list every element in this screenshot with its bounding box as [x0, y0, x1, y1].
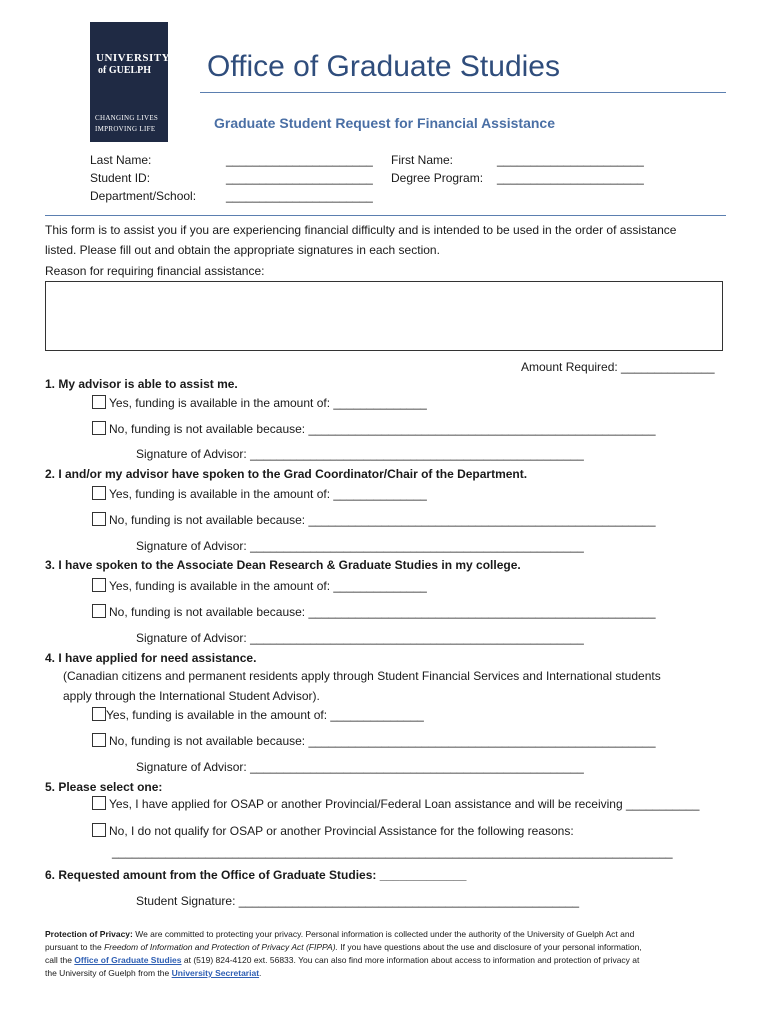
privacy-text-3b: at (519) 824-4120 ext. 56833. You can also find more information about access to information and protection of privacy at	[181, 955, 640, 965]
section-4-heading: 4. I have applied for need assistance.	[45, 651, 257, 665]
section-4-yes-checkbox[interactable]	[92, 707, 106, 721]
header-divider	[200, 92, 726, 93]
privacy-text-2c: If you have questions about the use and disclosure of your personal information,	[337, 942, 642, 952]
privacy-label: Protection of Privacy:	[45, 929, 133, 939]
last-name-field[interactable]: ______________________	[226, 153, 373, 167]
section-2-yes-label: Yes, funding is available in the amount of: ______________	[109, 487, 427, 501]
privacy-line-4	[45, 968, 261, 978]
privacy-line-1	[45, 929, 634, 939]
section-3-advisor-signature[interactable]: Signature of Advisor: __________________________________________________	[136, 631, 584, 645]
section-2-no-label: No, funding is not available because: ____________________________________________________	[109, 513, 656, 527]
university-logo	[90, 22, 171, 142]
reason-label: Reason for requiring financial assistance:	[45, 264, 265, 278]
page-title: Office of Graduate Studies	[207, 50, 560, 83]
section-1-no-label: No, funding is not available because: ____________________________________________________	[109, 422, 656, 436]
office-of-graduate-studies-link[interactable]: Office of Graduate Studies	[74, 955, 182, 965]
section-1-heading: 1. My advisor is able to assist me.	[45, 377, 238, 391]
department-field[interactable]: ______________________	[226, 189, 373, 203]
department-label: Department/School:	[90, 189, 197, 203]
first-name-field[interactable]: ______________________	[497, 153, 644, 167]
privacy-text-4a: the University of Guelph from the	[45, 968, 172, 978]
section-1-no-checkbox[interactable]	[92, 421, 106, 435]
amount-required-field[interactable]: Amount Required: ______________	[521, 360, 715, 374]
degree-program-label: Degree Program:	[391, 171, 484, 185]
section-3-heading: 3. I have spoken to the Associate Dean Research & Graduate Studies in my college.	[45, 558, 521, 572]
section-3-yes-checkbox[interactable]	[92, 578, 106, 592]
intro-text-line-2: listed. Please fill out and obtain the appropriate signatures in each section.	[45, 243, 440, 257]
student-signature-field[interactable]: Student Signature: ___________________________________________________	[136, 894, 580, 908]
fippa-reference: Freedom of Information and Protection of Privacy Act (FIPPA).	[104, 942, 338, 952]
section-4-no-label: No, funding is not available because: ____________________________________________________	[109, 734, 656, 748]
section-3-yes-label: Yes, funding is available in the amount of: ______________	[109, 579, 427, 593]
section-1-yes-label: Yes, funding is available in the amount of: ______________	[109, 396, 427, 410]
section-2-heading: 2. I and/or my advisor have spoken to the Grad Coordinator/Chair of the Department.	[45, 467, 528, 481]
student-id-field[interactable]: ______________________	[226, 171, 373, 185]
section-3-no-label: No, funding is not available because: ____________________________________________________	[109, 605, 656, 619]
privacy-line-3	[45, 955, 639, 965]
section-3-no-checkbox[interactable]	[92, 604, 106, 618]
section-4-advisor-signature[interactable]: Signature of Advisor: __________________________________________________	[136, 760, 584, 774]
section-1-advisor-signature[interactable]: Signature of Advisor: __________________________________________________	[136, 447, 584, 461]
student-id-label: Student ID:	[90, 171, 151, 185]
section-5-yes-label: Yes, I have applied for OSAP or another Provincial/Federal Loan assistance and will be receiving ___________	[109, 797, 700, 811]
intro-text-line-1: This form is to assist you if you are experiencing financial difficulty and is intended to be used in the order of assistance	[45, 223, 677, 237]
section-5-no-label: No, I do not qualify for OSAP or another Provincial Assistance for the following reasons:	[109, 824, 574, 838]
logo-tagline-2: IMPROVING LIFE	[95, 125, 156, 133]
section-5-reasons-field[interactable]: ____________________________________________________________________________________	[112, 845, 673, 859]
reason-textarea[interactable]	[45, 281, 723, 351]
privacy-text-1: We are committed to protecting your privacy. Personal information is collected under the authority of the University of Guelph Act and	[132, 929, 635, 939]
first-name-label: First Name:	[391, 153, 454, 167]
section-4-note-line-1: (Canadian citizens and permanent residents apply through Student Financial Services and International students	[63, 669, 661, 683]
privacy-text-4b: .	[259, 968, 262, 978]
section-4-note-line-2: apply through the International Student Advisor).	[63, 689, 320, 703]
section-2-yes-checkbox[interactable]	[92, 486, 106, 500]
form-subtitle: Graduate Student Request for Financial Assistance	[214, 115, 556, 131]
privacy-text-3a: call the	[45, 955, 75, 965]
degree-program-field[interactable]: ______________________	[497, 171, 644, 185]
section-divider	[45, 215, 726, 216]
section-5-yes-checkbox[interactable]	[92, 796, 106, 810]
logo-tagline-1: CHANGING LIVES	[95, 114, 159, 122]
section-5-heading: 5. Please select one:	[45, 780, 163, 794]
section-5-no-checkbox[interactable]	[92, 823, 106, 837]
university-secretariat-link[interactable]: University Secretariat	[171, 968, 260, 978]
section-6-heading[interactable]: 6. Requested amount from the Office of Graduate Studies: _____________	[45, 868, 467, 882]
logo-line-1: UNIVERSITY	[96, 52, 171, 64]
last-name-label: Last Name:	[90, 153, 152, 167]
privacy-text-2a: pursuant to the	[45, 942, 105, 952]
section-2-no-checkbox[interactable]	[92, 512, 106, 526]
section-1-yes-checkbox[interactable]	[92, 395, 106, 409]
section-4-no-checkbox[interactable]	[92, 733, 106, 747]
privacy-line-2	[45, 942, 642, 952]
logo-line-2: of GUELPH	[98, 65, 152, 76]
section-2-advisor-signature[interactable]: Signature of Advisor: __________________________________________________	[136, 539, 584, 553]
section-4-yes-label: Yes, funding is available in the amount of: ______________	[106, 708, 424, 722]
